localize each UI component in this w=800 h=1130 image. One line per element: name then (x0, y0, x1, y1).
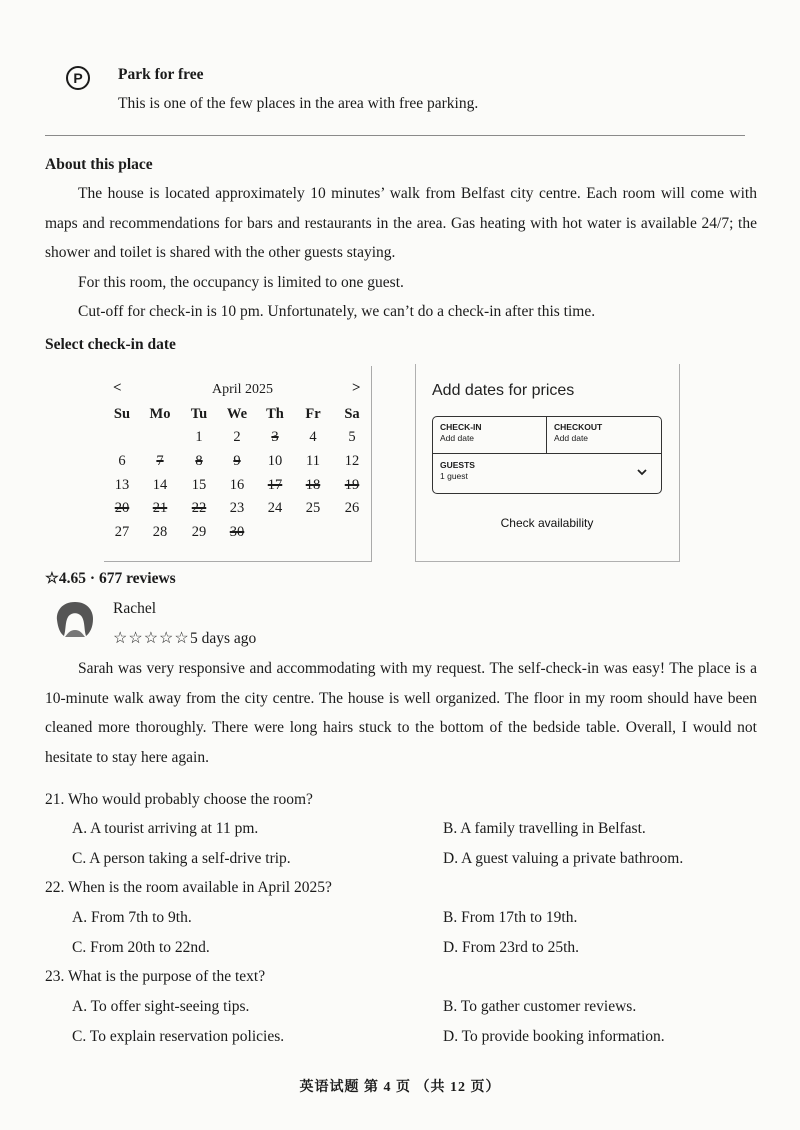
calendar-day[interactable]: 4 (309, 429, 317, 445)
review-text: Sarah was very responsive and accommodating with my request. The self-check-in was easy! The place is a 10-minute walk away from the city centre. The house is well organized. The floor in my room should have been cleaned more thoroughly. There were long hairs stuck to the bottom of the bedside table. Overall, I would not hesitate to stay here again. (45, 660, 757, 766)
calendar-month: April 2025 (212, 382, 274, 397)
calendar-day[interactable]: 14 (152, 476, 168, 493)
calendar-day-unavailable: 17 (267, 476, 283, 493)
checkout-value: Add date (554, 433, 589, 443)
about-body (45, 179, 757, 327)
weekday-label: Su (113, 406, 131, 422)
next-month-button[interactable]: > (352, 380, 361, 396)
calendar-day-unavailable: 21 (152, 500, 168, 517)
calendar-day[interactable]: 16 (229, 476, 245, 493)
calendar-day[interactable]: 6 (118, 452, 126, 469)
question-21: 21. Who would probably choose the room? (45, 791, 313, 808)
section-divider (45, 135, 745, 136)
weekday-label: Th (266, 406, 284, 422)
guests-label: GUESTS (440, 460, 475, 470)
review-time: 5 days ago (190, 630, 257, 647)
user-avatar-icon (52, 600, 98, 640)
calendar-day-unavailable: 3 (271, 429, 279, 445)
about-paragraph-1: The house is located approximately 10 minutes’ walk from Belfast city centre. Each room will come with maps and recommendations for bars and restaurants in the area. Gas heating with hot water is available 24/7; the shower and toilet is shared with the other guests staying. (45, 185, 757, 261)
checkin-field[interactable] (433, 417, 547, 454)
chevron-down-icon[interactable] (637, 469, 647, 476)
booking-widget (415, 364, 680, 562)
option-21-c[interactable]: C. A person taking a self-drive trip. (72, 850, 291, 867)
checkin-value: Add date (440, 433, 475, 443)
option-22-c[interactable]: C. From 20th to 22nd. (72, 939, 210, 956)
weekday-label: Fr (305, 406, 321, 422)
booking-fields (432, 416, 662, 494)
calendar-day[interactable]: 28 (152, 524, 168, 541)
calendar-day[interactable]: 26 (344, 500, 360, 517)
calendar-day[interactable]: 23 (229, 500, 245, 517)
calendar-day[interactable]: 15 (191, 476, 207, 493)
calendar-day-unavailable: 22 (191, 500, 207, 517)
checkout-field[interactable] (547, 417, 662, 454)
calendar-day-unavailable: 9 (233, 452, 241, 469)
date-picker (104, 366, 372, 562)
option-22-a[interactable]: A. From 7th to 9th. (72, 909, 192, 926)
weekday-label: Sa (344, 406, 360, 422)
review-stars: ☆☆☆☆☆ (113, 630, 190, 647)
calendar-day[interactable]: 13 (114, 476, 130, 493)
about-paragraph-2: For this room, the occupancy is limited to one guest. (78, 273, 404, 291)
calendar-day[interactable]: 1 (195, 429, 203, 445)
calendar-day[interactable]: 29 (191, 524, 207, 541)
option-21-b[interactable]: B. A family travelling in Belfast. (443, 820, 646, 837)
option-22-d[interactable]: D. From 23rd to 25th. (443, 939, 580, 956)
calendar-day-unavailable: 20 (114, 500, 130, 517)
reviewer-name: Rachel (113, 600, 157, 617)
park-title: Park for free (118, 66, 204, 83)
rating-summary: ☆4.65 · 677 reviews (45, 570, 176, 587)
calendar-day-unavailable: 19 (344, 476, 360, 493)
option-21-d[interactable]: D. A guest valuing a private bathroom. (443, 850, 684, 867)
prev-month-button[interactable]: < (113, 380, 122, 396)
calendar-day[interactable]: 11 (306, 452, 320, 469)
about-heading: About this place (45, 156, 153, 173)
check-availability-button[interactable]: Check availability (500, 516, 594, 530)
option-23-b[interactable]: B. To gather customer reviews. (443, 998, 637, 1015)
calendar-day[interactable]: 27 (114, 524, 130, 541)
calendar-day-unavailable: 18 (305, 476, 321, 493)
weekday-label: Mo (149, 406, 171, 422)
calendar-day-unavailable: 8 (195, 452, 203, 469)
calendar-day-unavailable: 7 (156, 452, 164, 469)
weekday-label: Tu (190, 406, 208, 422)
about-paragraph-3: Cut-off for check-in is 10 pm. Unfortunately, we can’t do a check-in after this time. (78, 303, 596, 320)
calendar-day[interactable]: 24 (267, 500, 283, 517)
calendar-day[interactable]: 10 (267, 452, 283, 469)
guests-field[interactable] (433, 454, 662, 494)
checkout-label: CHECKOUT (554, 422, 603, 432)
option-22-b[interactable]: B. From 17th to 19th. (443, 909, 578, 926)
calendar-day[interactable]: 2 (233, 429, 241, 445)
calendar-day[interactable]: 25 (305, 500, 321, 517)
park-text: This is one of the few places in the area with free parking. (118, 95, 479, 112)
question-22: 22. When is the room available in April 2025? (45, 879, 332, 896)
question-23: 23. What is the purpose of the text? (45, 968, 266, 985)
guests-value: 1 guest (440, 471, 468, 481)
calendar-heading: Select check-in date (45, 336, 176, 353)
booking-title: Add dates for prices (432, 382, 575, 399)
option-23-d[interactable]: D. To provide booking information. (443, 1028, 665, 1045)
checkin-label: CHECK-IN (440, 422, 482, 432)
parking-icon: P (66, 66, 90, 90)
option-23-a[interactable]: A. To offer sight-seeing tips. (72, 998, 250, 1015)
weekday-label: We (226, 406, 248, 422)
option-23-c[interactable]: C. To explain reservation policies. (72, 1028, 285, 1045)
page-footer: 英语试题 第 4 页 （共 12 页） (299, 1080, 501, 1095)
calendar-day[interactable]: 12 (344, 452, 360, 469)
calendar-day[interactable]: 5 (348, 429, 356, 445)
calendar-day-unavailable: 30 (229, 524, 245, 541)
option-21-a[interactable]: A. A tourist arriving at 11 pm. (72, 820, 259, 837)
